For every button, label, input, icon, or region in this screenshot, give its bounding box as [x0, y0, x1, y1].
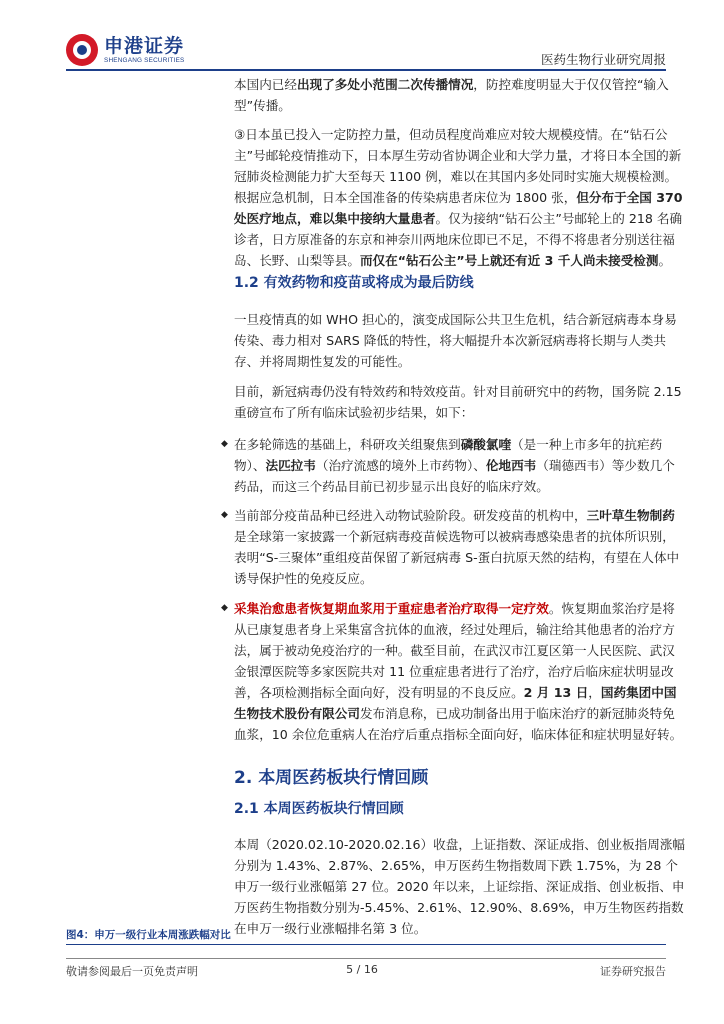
page-header — [0, 0, 724, 70]
list-item-plasma-therapy: ◆ 采集治愈患者恢复期血浆用于重症患者治疗取得一定疗效。恢复期血浆治疗是将从已康复患者身上采集富含抗体的血液，经过处理后，输注给其他患者的治疗方法，属于被动免疫治疗的一种。截至目前，在武汉市江夏区第一人民医院、武汉金银潭医院等多家医院共对 11 位重症患者进行了治疗，治疗后临床症状明显改善，各项检测指标全面向好，没有明显的不良反应。2 月 13 日，国药集团中国生物技术股份有限公司发布消息称，已成功制备出用于临床治疗的新冠肺炎特免血浆，10 余位危重病人在治疗后重点指标全面向好，临床体征和症状明显好转。 — [234, 598, 686, 745]
paragraph-secondary-spread: 本国内已经出现了多处小范围二次传播情况，防控难度明显大于仅仅管控“输入型”传播。 — [234, 77, 669, 113]
footer-divider — [66, 958, 666, 959]
figure-caption: 图4：申万一级行业本周涨跌幅对比 — [66, 929, 231, 941]
report-series-name: 医药生物行业研究周报 — [540, 52, 666, 67]
diamond-bullet-icon: ◆ — [221, 439, 228, 449]
paragraph-japan-capacity: ③日本虽已投入一定防控力量，但动员程度尚难应对较大规模疫情。在“钻石公主”号邮轮疫情推动下，日本厚生劳动省协调企业和大学力量，才将日本全国的新冠肺炎检测能力扩大至每天 1100 例，难以在其国内多处同时实施大规模检测。根据应急机制，日本全国准备的传染病患者床位为 1800 张，但分布于全国 370 处医疗地点，难以集中接纳大量患者。仅为接纳“钻石公主”号邮轮上的 218 名确诊者，日方原准备的东京和神奈川两地床位即已不足，不得不将患者分别送往福岛、长野、山梨等县。而仅在“钻石公主”号上就还有近 3 千人尚未接受检测。 — [234, 127, 683, 268]
page-number: 5 / 16 — [346, 963, 378, 976]
footer-disclaimer-note: 敬请参阅最后一页免责声明 — [66, 965, 198, 978]
figure-divider — [66, 944, 666, 945]
logo-emblem-icon — [66, 34, 98, 66]
section-heading-2: 2. 本周医药板块行情回顾 — [234, 768, 429, 788]
diamond-bullet-icon: ◆ — [221, 510, 228, 520]
list-item-vaccines: ◆ 当前部分疫苗品种已经进入动物试验阶段。研发疫苗的机构中，三叶草生物制药是全球第一家披露一个新冠病毒疫苗候选物可以被病毒感染患者的抗体所识别，表明“S-三聚体”重组疫苗保留了新冠病毒 S-蛋白抗原天然的结构，有望在人体中诱导保护性的免疫反应。 — [234, 505, 686, 589]
list-item-drugs: ◆ 在多轮筛选的基础上，科研攻关组聚焦到磷酸氯喹（是一种上市多年的抗疟药物）、法匹拉韦（治疗流感的境外上市药物）、伦地西韦（瑞德西韦）等少数几个药品，而这三个药品目前已初步显示出良好的临床疗效。 — [234, 434, 686, 497]
company-logo — [66, 32, 185, 68]
logo-chinese-name: 申港证券 — [104, 35, 185, 57]
footer-report-type: 证券研究报告 — [600, 965, 666, 978]
paragraph-who-concern: 一旦疫情真的如 WHO 担心的，演变成国际公共卫生危机，结合新冠病毒本身易传染、毒力相对 SARS 降低的特性，将大幅提升本次新冠病毒将长期与人类共存、并将周期性复发的可能性。 — [234, 312, 677, 369]
diamond-bullet-icon: ◆ — [221, 603, 228, 613]
section-heading-1-2: 1.2 有效药物和疫苗或将成为最后防线 — [234, 275, 474, 291]
paragraph-weekly-market: 本周（2020.02.10-2020.02.16）收盘，上证指数、深证成指、创业板指周涨幅分别为 1.43%、2.87%、2.65%，申万医药生物指数周下跌 1.75%，为 28 个申万一级行业涨幅第 27 位。2020 年以来，上证综指、深证成指、创业板指、申万医药生物指数分别为-5.45%、2.61%、12.90%、8.69%，申万生物医药指数在申万一级行业涨幅排名第 3 位。 — [234, 837, 686, 936]
section-heading-2-1: 2.1 本周医药板块行情回顾 — [234, 801, 404, 817]
header-divider — [66, 69, 666, 71]
logo-english-name: SHENGANG SECURITIES — [104, 57, 185, 64]
paragraph-no-specific-drug: 目前，新冠病毒仍没有特效药和特效疫苗。针对目前研究中的药物，国务院 2.15 重磅宣布了所有临床试验初步结果，如下： — [234, 384, 682, 420]
